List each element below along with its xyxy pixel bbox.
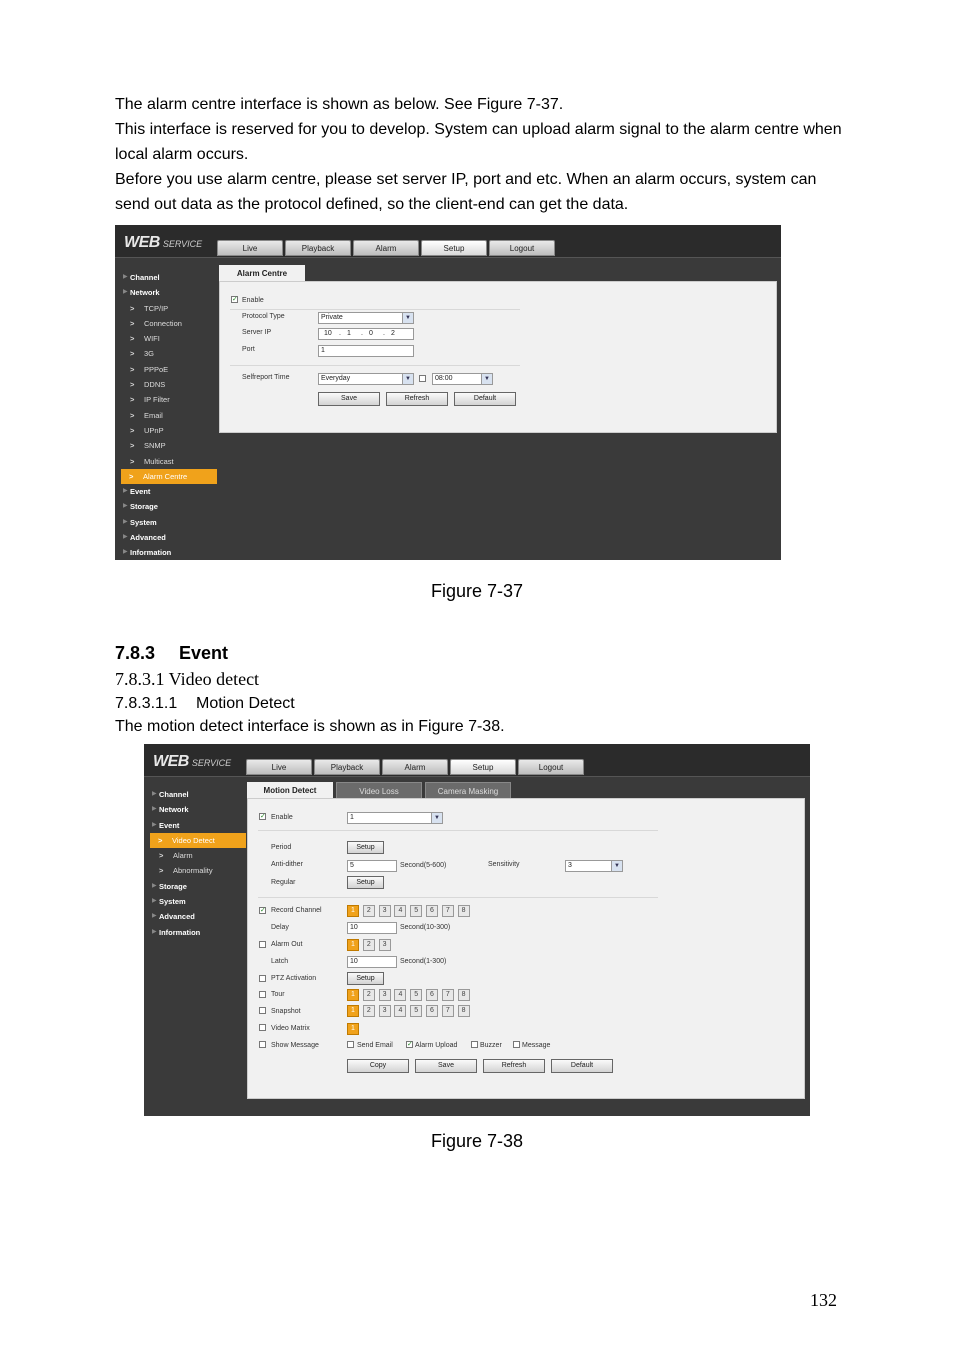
sidebar-item-storage[interactable] <box>151 879 246 894</box>
tab-setup[interactable]: Setup <box>450 759 516 775</box>
sidebar-item-label: Information <box>159 927 201 937</box>
anti-dither-field[interactable]: 5 <box>347 860 397 872</box>
page-number: 132 <box>810 1290 837 1310</box>
sidebar-item-event[interactable] <box>122 484 217 499</box>
ptz-activation-checkbox[interactable] <box>259 975 266 982</box>
chevron-right-icon: > <box>129 471 134 481</box>
record-channel-4[interactable]: 4 <box>394 905 406 917</box>
top-bar <box>144 744 810 777</box>
sidebar-item-label: Alarm <box>173 851 193 861</box>
sidebar-item-label: Information <box>130 548 172 558</box>
default-button[interactable]: Default <box>551 1059 613 1073</box>
sidebar-item-connection[interactable] <box>122 316 217 331</box>
copy-button[interactable]: Copy <box>347 1059 409 1073</box>
chevron-right-icon: > <box>130 395 135 405</box>
alarm-out-channel-3[interactable]: 3 <box>379 939 391 951</box>
period-setup-button[interactable]: Setup <box>347 841 384 854</box>
record-channel-label: Record Channel <box>271 907 322 914</box>
record-channel-checkbox[interactable]: ✓ <box>260 907 266 914</box>
show-message-checkbox[interactable] <box>259 1041 266 1048</box>
snapshot-checkbox[interactable] <box>259 1007 266 1014</box>
snapshot-channel-5[interactable]: 5 <box>410 1005 422 1017</box>
sidebar-item-information[interactable] <box>151 925 246 940</box>
anti-dither-label: Anti-dither <box>271 861 303 868</box>
sidebar-item-label: Channel <box>130 273 160 282</box>
sidebar-item-label: Event <box>159 820 180 830</box>
alarm-out-label: Alarm Out <box>271 941 303 948</box>
tab-playback[interactable]: Playback <box>314 759 380 775</box>
setup-sidebar <box>151 787 246 940</box>
triangle-right-icon: ▶ <box>152 821 157 828</box>
chevron-right-icon: > <box>130 410 135 420</box>
triangle-right-icon: ▶ <box>123 488 128 495</box>
sidebar-item-label: UPnP <box>144 425 164 435</box>
sidebar-item-label: WIFI <box>144 334 160 344</box>
divider <box>258 897 658 898</box>
sidebar-item-label: DDNS <box>144 380 166 390</box>
send-email-label: Send Email <box>357 1042 393 1049</box>
selfreport-time-checkbox[interactable] <box>419 375 426 382</box>
chevron-right-icon: > <box>130 425 135 435</box>
triangle-right-icon: ▶ <box>123 274 128 280</box>
video-matrix-channel-1[interactable]: 1 <box>347 1023 359 1035</box>
triangle-right-icon: ▶ <box>152 882 157 889</box>
sidebar-item-label: Storage <box>130 502 158 512</box>
sidebar-item-label: Abnormality <box>173 866 213 876</box>
server-ip-label: Server IP <box>242 329 272 336</box>
snapshot-channel-6[interactable]: 6 <box>426 1005 438 1017</box>
motion-detect-screenshot <box>144 744 810 1116</box>
tab-camera-masking[interactable]: Camera Masking <box>425 782 511 799</box>
main-tabs <box>217 240 557 256</box>
sidebar-item-label: TCP/IP <box>144 303 169 313</box>
record-channel-7[interactable]: 7 <box>442 905 454 917</box>
chevron-right-icon: > <box>158 835 163 845</box>
latch-label: Latch <box>271 958 289 965</box>
tab-alarm[interactable]: Alarm <box>353 240 419 256</box>
web-service-logo: WEB SERVICE <box>153 753 232 770</box>
sidebar-item-channel[interactable] <box>151 787 246 802</box>
tab-setup[interactable]: Setup <box>421 240 487 256</box>
buzzer-label: Buzzer <box>480 1042 502 1049</box>
save-button[interactable]: Save <box>415 1059 477 1073</box>
tab-logout[interactable]: Logout <box>489 240 555 256</box>
region-setup-button[interactable]: Setup <box>347 876 384 889</box>
sidebar-item-storage[interactable] <box>122 499 217 514</box>
snapshot-channel-3[interactable]: 3 <box>379 1005 391 1017</box>
intro-text <box>115 92 845 217</box>
sidebar-item-channel[interactable] <box>122 270 217 285</box>
tab-motion-detect[interactable]: Motion Detect <box>247 782 333 799</box>
sensitivity-select[interactable]: 3 ▼ <box>565 860 623 872</box>
sidebar-item-label: Channel <box>159 790 189 799</box>
sidebar-item-label: Storage <box>159 881 187 891</box>
triangle-right-icon: ▶ <box>152 913 157 920</box>
divider <box>230 309 520 310</box>
sidebar-item-upnp[interactable] <box>122 423 217 438</box>
chevron-right-icon: > <box>130 456 135 466</box>
sidebar-item-system[interactable] <box>151 894 246 909</box>
chevron-right-icon: > <box>159 851 164 861</box>
server-ip-field[interactable]: 10 . 1 . 0 . 2 <box>318 328 414 340</box>
delay-unit: Second(10-300) <box>400 924 451 931</box>
sidebar-item-email[interactable] <box>122 408 217 423</box>
chevron-right-icon: > <box>130 380 135 390</box>
show-message-label: Show Message <box>271 1042 319 1049</box>
message-label: Message <box>522 1042 551 1049</box>
ptz-activation-label: PTZ Activation <box>271 975 317 982</box>
enable-checkbox[interactable]: ✓ <box>232 296 238 303</box>
snapshot-channel-1[interactable]: 1 <box>347 1005 359 1017</box>
tour-channel-1[interactable]: 1 <box>347 989 359 1001</box>
chevron-right-icon: > <box>130 334 135 344</box>
sidebar-item-network[interactable] <box>151 802 246 817</box>
alarm-out-channel-1[interactable]: 1 <box>347 939 359 951</box>
protocol-type-label: Protocol Type <box>242 313 285 320</box>
snapshot-channel-8[interactable]: 8 <box>458 1005 470 1017</box>
delay-field[interactable]: 10 <box>347 922 397 934</box>
sidebar-item-label: Alarm Centre <box>143 471 188 481</box>
sidebar-item-label: Email <box>144 410 163 420</box>
channel-select[interactable]: 1 ▼ <box>347 812 443 824</box>
anti-dither-unit: Second(5-600) <box>400 862 447 869</box>
ptz-setup-button[interactable]: Setup <box>347 972 384 985</box>
record-channel-6[interactable]: 6 <box>426 905 438 917</box>
selfreport-day-select[interactable]: Everyday ▼ <box>318 373 414 385</box>
triangle-right-icon: ▶ <box>152 898 157 905</box>
record-channel-3[interactable]: 3 <box>379 905 391 917</box>
triangle-right-icon: ▶ <box>152 791 157 797</box>
chevron-right-icon: > <box>130 318 135 328</box>
tour-label: Tour <box>271 991 285 998</box>
triangle-right-icon: ▶ <box>152 928 157 935</box>
sidebar-item-snmp[interactable] <box>122 438 217 453</box>
tour-channel-7[interactable]: 7 <box>442 989 454 1001</box>
sidebar-item-video-detect[interactable] <box>150 833 246 848</box>
tab-alarm[interactable]: Alarm <box>382 759 448 775</box>
sidebar-item-label: Advanced <box>130 533 166 543</box>
latch-unit: Second(1-300) <box>400 958 447 965</box>
tab-live[interactable]: Live <box>246 759 312 775</box>
snapshot-channel-2[interactable]: 2 <box>363 1005 375 1017</box>
tour-channel-8[interactable]: 8 <box>458 989 470 1001</box>
tour-channel-2[interactable]: 2 <box>363 989 375 1001</box>
selfreport-time-field[interactable]: 08:00 ▼ <box>432 373 493 385</box>
enable-checkbox[interactable]: ✓ <box>260 813 266 820</box>
video-matrix-label: Video Matrix <box>271 1025 310 1032</box>
sidebar-item-label: Advanced <box>159 912 195 922</box>
top-bar <box>115 225 781 258</box>
tour-channel-6[interactable]: 6 <box>426 989 438 1001</box>
record-channel-5[interactable]: 5 <box>410 905 422 917</box>
chevron-right-icon: > <box>159 866 164 876</box>
record-channel-1[interactable]: 1 <box>347 905 359 917</box>
chevron-right-icon: > <box>130 349 135 359</box>
motion-detect-panel <box>247 798 805 1099</box>
section-heading: 7.8.3 Event <box>115 643 229 663</box>
divider <box>230 365 520 366</box>
tab-playback[interactable]: Playback <box>285 240 351 256</box>
triangle-right-icon: ▶ <box>123 534 128 541</box>
sidebar-item-wifi[interactable] <box>122 331 217 346</box>
sidebar-item-information[interactable] <box>122 545 217 560</box>
figure-caption: Figure 7-37 <box>430 581 524 601</box>
refresh-button[interactable]: Refresh <box>483 1059 545 1073</box>
sidebar-item-pppoe[interactable] <box>122 362 217 377</box>
sidebar-item-3g[interactable] <box>122 346 217 361</box>
sidebar-item-advanced[interactable] <box>151 909 246 924</box>
alarm-upload-label: Alarm Upload <box>415 1042 458 1049</box>
record-channel-2[interactable]: 2 <box>363 905 375 917</box>
figure-caption: Figure 7-38 <box>430 1131 524 1151</box>
sidebar-item-advanced[interactable] <box>122 530 217 545</box>
sidebar-item-label: IP Filter <box>144 395 170 405</box>
intro-line-1: The alarm centre interface is shown as below. See Figure 7-37. <box>115 96 564 113</box>
alarm-upload-checkbox[interactable]: ✓ <box>407 1041 413 1048</box>
sidebar-item-label: System <box>130 517 157 527</box>
setup-sidebar <box>122 270 217 560</box>
sensitivity-label: Sensitivity <box>488 861 520 868</box>
section-paragraph: The motion detect interface is shown as in Figure 7-38. <box>115 718 505 735</box>
enable-label: Enable <box>271 814 293 821</box>
sidebar-item-label: 3G <box>144 349 155 359</box>
chevron-right-icon: > <box>130 441 135 451</box>
triangle-right-icon: ▶ <box>123 549 128 556</box>
tab-live[interactable]: Live <box>217 240 283 256</box>
sidebar-item-ip-filter[interactable] <box>122 392 217 407</box>
snapshot-label: Snapshot <box>271 1008 301 1015</box>
triangle-right-icon: ▶ <box>152 806 157 813</box>
sidebar-item-label: Connection <box>144 318 182 328</box>
selfreport-time-label: Selfreport Time <box>242 374 290 381</box>
send-email-checkbox[interactable] <box>347 1041 354 1048</box>
tour-channel-3[interactable]: 3 <box>379 989 391 1001</box>
chevron-down-icon: ▼ <box>611 861 622 871</box>
sidebar-item-abnormality[interactable] <box>151 863 246 878</box>
chevron-right-icon: > <box>130 303 135 313</box>
port-field[interactable]: 1 <box>318 345 414 357</box>
sidebar-item-label: PPPoE <box>144 364 169 374</box>
sidebar-item-alarm[interactable] <box>151 848 246 863</box>
save-button[interactable]: Save <box>318 392 380 406</box>
protocol-type-select[interactable]: Private ▼ <box>318 312 414 324</box>
alarm-out-checkbox[interactable] <box>259 941 266 948</box>
sidebar-item-event[interactable] <box>151 818 246 833</box>
sidebar-item-multicast[interactable] <box>122 454 217 469</box>
sidebar-item-ddns[interactable] <box>122 377 217 392</box>
triangle-right-icon: ▶ <box>123 289 128 296</box>
triangle-right-icon: ▶ <box>123 518 128 525</box>
sidebar-item-tcp-ip[interactable] <box>122 301 217 316</box>
tab-logout[interactable]: Logout <box>518 759 584 775</box>
chevron-down-icon: ▼ <box>402 374 413 384</box>
tour-channel-5[interactable]: 5 <box>410 989 422 1001</box>
intro-line-2: This interface is reserved for you to develop. System can upload alarm signal to the alarm centre when local alarm occurs. <box>115 121 842 163</box>
buzzer-checkbox[interactable] <box>471 1041 478 1048</box>
region-label: Regular <box>271 879 296 886</box>
tab-video-loss[interactable]: Video Loss <box>336 782 422 799</box>
divider <box>258 830 658 831</box>
tab-alarm-centre[interactable]: Alarm Centre <box>219 265 305 282</box>
sidebar-item-label: Network <box>159 805 189 815</box>
chevron-right-icon: > <box>130 364 135 374</box>
triangle-right-icon: ▶ <box>123 503 128 510</box>
chevron-down-icon: ▼ <box>481 374 492 384</box>
sidebar-item-label: Network <box>130 288 160 298</box>
snapshot-channel-4[interactable]: 4 <box>394 1005 406 1017</box>
main-tabs <box>246 759 586 775</box>
tour-checkbox[interactable] <box>259 991 266 998</box>
sidebar-item-label: Event <box>130 487 151 497</box>
sidebar-item-network[interactable] <box>122 285 217 300</box>
sidebar-item-label: System <box>159 897 186 907</box>
sidebar-item-label: SNMP <box>144 441 166 451</box>
sidebar-item-label: Video Detect <box>172 835 215 845</box>
intro-line-3: Before you use alarm centre, please set server IP, port and etc. When an alarm occurs, system can send out data as the protocol defined, so the client-end can get the data. <box>115 171 817 213</box>
default-button[interactable]: Default <box>454 392 516 406</box>
sidebar-item-system[interactable] <box>122 515 217 530</box>
snapshot-channel-7[interactable]: 7 <box>442 1005 454 1017</box>
subsection-heading: 7.8.3.1 Video detect <box>115 669 260 689</box>
alarm-centre-screenshot <box>115 225 781 560</box>
message-checkbox[interactable] <box>513 1041 520 1048</box>
period-label: Period <box>271 844 292 851</box>
refresh-button[interactable]: Refresh <box>386 392 448 406</box>
alarm-centre-panel <box>219 281 777 433</box>
sidebar-item-alarm-centre[interactable] <box>121 469 217 484</box>
video-matrix-checkbox[interactable] <box>259 1024 266 1031</box>
record-channel-8[interactable]: 8 <box>458 905 470 917</box>
sidebar-item-label: Multicast <box>144 456 174 466</box>
latch-field[interactable]: 10 <box>347 956 397 968</box>
alarm-out-channel-2[interactable]: 2 <box>363 939 375 951</box>
tour-channel-4[interactable]: 4 <box>394 989 406 1001</box>
chevron-down-icon: ▼ <box>431 813 442 823</box>
delay-label: Delay <box>271 924 289 931</box>
chevron-down-icon: ▼ <box>402 313 413 323</box>
enable-label: Enable <box>242 297 264 304</box>
web-service-logo: WEB SERVICE <box>124 234 203 251</box>
subsubsection-heading: 7.8.3.1.1 Motion Detect <box>115 695 295 712</box>
port-label: Port <box>242 346 255 353</box>
